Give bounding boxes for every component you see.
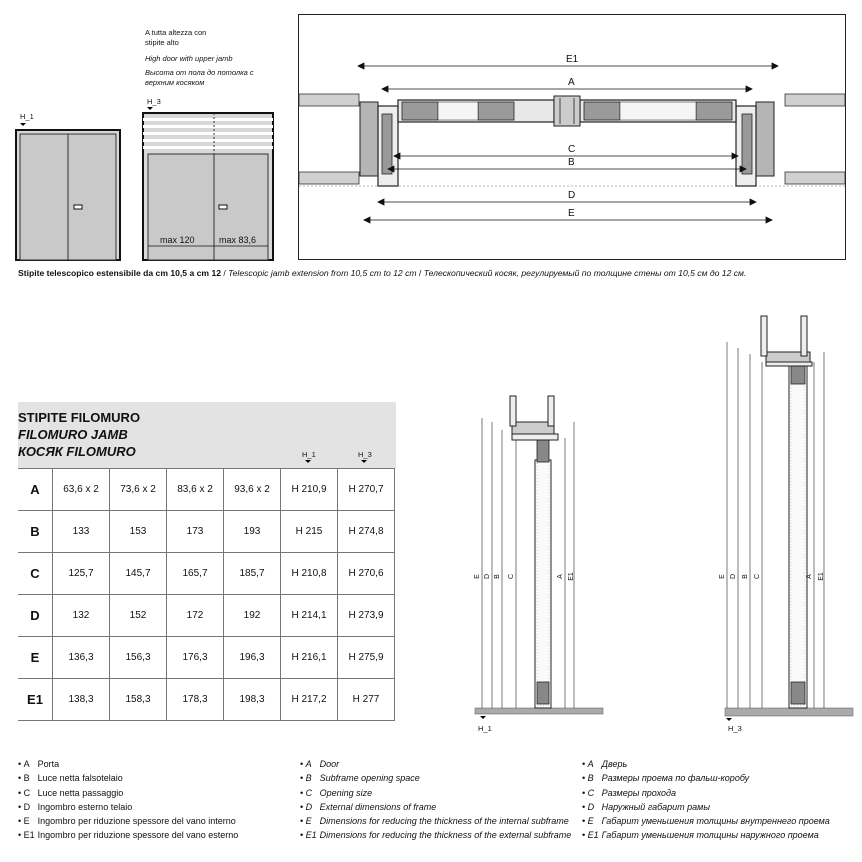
door-h1-drawing <box>16 123 120 260</box>
legend-item: • B Luce netta falsotelaio <box>18 771 298 785</box>
legend-item: • C Luce netta passaggio <box>18 786 298 800</box>
table-cell: 193 <box>224 511 281 553</box>
spec-table <box>18 468 395 721</box>
legend-text: Luce netta falsotelaio <box>37 773 123 784</box>
legend-item: • B Subframe opening space <box>300 771 585 785</box>
legend-item: • E1 Габарит уменьшения толщины наружного проема <box>582 828 860 842</box>
legend-text: Porta <box>37 759 60 769</box>
section-letter: A <box>805 574 813 579</box>
table-row <box>18 595 395 637</box>
door-width-right: max 83,6 <box>219 235 257 245</box>
legend-text: Ingombro per riduzione spessore del vano esterno <box>37 830 239 841</box>
section-base-h1: H_1 <box>478 724 492 733</box>
section-letter: C <box>508 573 516 580</box>
legend-key: E1 <box>305 830 317 841</box>
high-door-note-it: A tutta altezza con stipite alto <box>145 28 207 47</box>
table-cell: 93,6 x 2 <box>224 469 281 511</box>
legend-key: D <box>23 801 31 812</box>
table-cell: 192 <box>224 595 281 637</box>
table-col-h1: H_1 <box>302 450 316 459</box>
legend-ru <box>582 757 860 843</box>
legend-text: Dimensions for reducing the thickness of the internal subframe <box>319 816 569 827</box>
table-cell: H 217,2 <box>281 679 338 721</box>
legend-item: • C Opening size <box>300 786 585 800</box>
legend-item: • E1 Dimensions for reducing the thickness of the external subframe <box>300 828 585 842</box>
section-letter: C <box>754 573 762 580</box>
legend-text: Наружный габарит рамы <box>601 801 710 812</box>
table-cell: 153 <box>110 511 167 553</box>
section-letter: E <box>473 574 481 579</box>
legend-text: Door <box>319 759 340 769</box>
caption-ru: Телескопический косяк, регулируемый по толщине стены от 10,5 см до 12 см. <box>423 268 747 278</box>
table-cell: 152 <box>110 595 167 637</box>
table-cell: 73,6 x 2 <box>110 469 167 511</box>
table-title-en: FILOMURO JAMB <box>18 427 128 442</box>
table-col-markers <box>300 458 380 466</box>
legend-text: Дверь <box>601 759 628 769</box>
section-h3-drawing <box>725 316 853 721</box>
section-letter: B <box>493 574 501 579</box>
section-h1-drawing <box>475 396 603 719</box>
legend-key: B <box>587 773 594 784</box>
table-row <box>18 469 395 511</box>
legend-text: Габарит уменьшения толщины наружного проема <box>601 830 819 841</box>
section-letter: E <box>718 574 726 579</box>
plan-label-c: C <box>568 144 576 155</box>
plan-label-e: E <box>568 208 575 219</box>
legend-item: • D External dimensions of frame <box>300 800 585 814</box>
section-letter: D <box>730 573 738 580</box>
legend-text: Dimensions for reducing the thickness of the external subframe <box>319 830 572 841</box>
legend-key: E1 <box>23 830 35 841</box>
table-row <box>18 511 395 553</box>
table-cell: H 270,6 <box>338 553 395 595</box>
plan-label-b: B <box>568 157 575 168</box>
plan-section-drawing <box>298 14 846 260</box>
table-row <box>18 637 395 679</box>
section-letter: E1 <box>817 572 825 581</box>
plan-label-a: A <box>568 77 575 88</box>
legend-item: • D Наружный габарит рамы <box>582 800 860 814</box>
legend-text: Размеры проема по фальш-коробу <box>601 773 750 784</box>
table-title-it: STIPITE FILOMURO <box>18 410 141 425</box>
label-h3: H_3 <box>147 97 161 106</box>
table-row <box>18 553 395 595</box>
table-cell: H 273,9 <box>338 595 395 637</box>
legend-item: • D Ingombro esterno telaio <box>18 800 298 814</box>
legend-text: Subframe opening space <box>319 773 420 784</box>
table-cell: H 277 <box>338 679 395 721</box>
table-row-key: C <box>18 553 53 595</box>
high-door-note-ru: Высота от пола до потолка с верхним косяком <box>145 68 254 87</box>
legend-item: • A Porta <box>18 757 298 771</box>
section-letter: B <box>741 574 749 579</box>
legend-key: B <box>305 773 312 784</box>
table-cell: 132 <box>53 595 110 637</box>
vertical-sections <box>460 300 860 740</box>
legend-item: • E1 Ingombro per riduzione spessore del vano esterno <box>18 828 298 842</box>
table-cell: 156,3 <box>110 637 167 679</box>
legend-key: A <box>305 759 312 769</box>
legend-en <box>300 757 585 843</box>
table-cell: 83,6 x 2 <box>167 469 224 511</box>
door-elevations <box>0 0 300 265</box>
legend-key: A <box>23 759 30 769</box>
table-cell: 173 <box>167 511 224 553</box>
table-cell: 125,7 <box>53 553 110 595</box>
table-col-h3: H_3 <box>358 450 372 459</box>
legend-item: • E Габарит уменьшения толщины внутреннего проема <box>582 814 860 828</box>
table-cell: H 216,1 <box>281 637 338 679</box>
section-letter: A <box>556 574 564 579</box>
table-row-key: D <box>18 595 53 637</box>
table-cell: 63,6 x 2 <box>53 469 110 511</box>
legend-key: C <box>587 787 595 798</box>
legend-item: • E Ingombro per riduzione spessore del vano interno <box>18 814 298 828</box>
legend-item: • A Дверь <box>582 757 860 771</box>
table-cell: 145,7 <box>110 553 167 595</box>
table-cell: H 210,9 <box>281 469 338 511</box>
table-cell: 158,3 <box>110 679 167 721</box>
table-title-ru: КОСЯК FILOMURO <box>18 444 136 459</box>
table-cell: 138,3 <box>53 679 110 721</box>
plan-label-e1: E1 <box>566 54 579 65</box>
legend-it <box>18 757 298 843</box>
table-cell: 165,7 <box>167 553 224 595</box>
table-row-key: A <box>18 469 53 511</box>
legend-key: D <box>305 801 313 812</box>
legend-key: D <box>587 801 595 812</box>
legend-text: Luce netta passaggio <box>37 787 124 798</box>
table-cell: H 210,8 <box>281 553 338 595</box>
table-cell: H 275,9 <box>338 637 395 679</box>
legend-key: C <box>305 787 313 798</box>
caption-it: Stipite telescopico estensibile da cm 10,5 a cm 12 <box>18 268 221 278</box>
legend-item: • A Door <box>300 757 585 771</box>
table-row-key: E <box>18 637 53 679</box>
legend-text: Ingombro per riduzione spessore del vano interno <box>37 816 236 827</box>
table-cell: 185,7 <box>224 553 281 595</box>
section-base-h3: H_3 <box>728 724 742 733</box>
section-letter: D <box>484 573 492 580</box>
legend-item: • B Размеры проема по фальш-коробу <box>582 771 860 785</box>
legend-item: • C Размеры прохода <box>582 786 860 800</box>
table-row-key: B <box>18 511 53 553</box>
legend-text: Ingombro esterno telaio <box>37 801 133 812</box>
legend-item: • E Dimensions for reducing the thickness of the internal subframe <box>300 814 585 828</box>
section-letter: E1 <box>567 572 575 581</box>
table-cell: 176,3 <box>167 637 224 679</box>
high-door-note-en: High door with upper jamb <box>145 54 233 63</box>
legend-key: E1 <box>587 830 599 841</box>
legend-key: E <box>587 816 594 827</box>
label-h1: H_1 <box>20 112 34 121</box>
legend-text: Opening size <box>319 787 373 798</box>
legend-key: E <box>305 816 312 827</box>
legend-text: External dimensions of frame <box>319 801 437 812</box>
legend-key: B <box>23 773 30 784</box>
table-cell: H 215 <box>281 511 338 553</box>
legend-text: Габарит уменьшения толщины внутреннего проема <box>601 816 830 827</box>
door-width-left: max 120 <box>160 235 195 245</box>
table-cell: 196,3 <box>224 637 281 679</box>
table-cell: H 274,8 <box>338 511 395 553</box>
table-cell: 136,3 <box>53 637 110 679</box>
legend-key: E <box>23 816 30 827</box>
table-cell: 133 <box>53 511 110 553</box>
plan-caption: Stipite telescopico estensibile da cm 10,5 a cm 12 / Telescopic jamb extension from 10,5 cm to 12 cm / Телескопический косяк, регулируемый по толщине стены от 10,5 см до 12 см. <box>18 268 747 278</box>
table-cell: 198,3 <box>224 679 281 721</box>
plan-label-d: D <box>568 190 576 201</box>
table-cell: 172 <box>167 595 224 637</box>
table-titles <box>18 409 140 460</box>
legend-key: A <box>587 759 594 769</box>
legend-key: C <box>23 787 31 798</box>
table-cell: 178,3 <box>167 679 224 721</box>
table-cell: H 270,7 <box>338 469 395 511</box>
table-row <box>18 679 395 721</box>
caption-en: Telescopic jamb extension from 10,5 cm to 12 cm <box>228 268 417 278</box>
table-cell: H 214,1 <box>281 595 338 637</box>
table-row-key: E1 <box>18 679 53 721</box>
legend-text: Размеры прохода <box>601 787 677 798</box>
